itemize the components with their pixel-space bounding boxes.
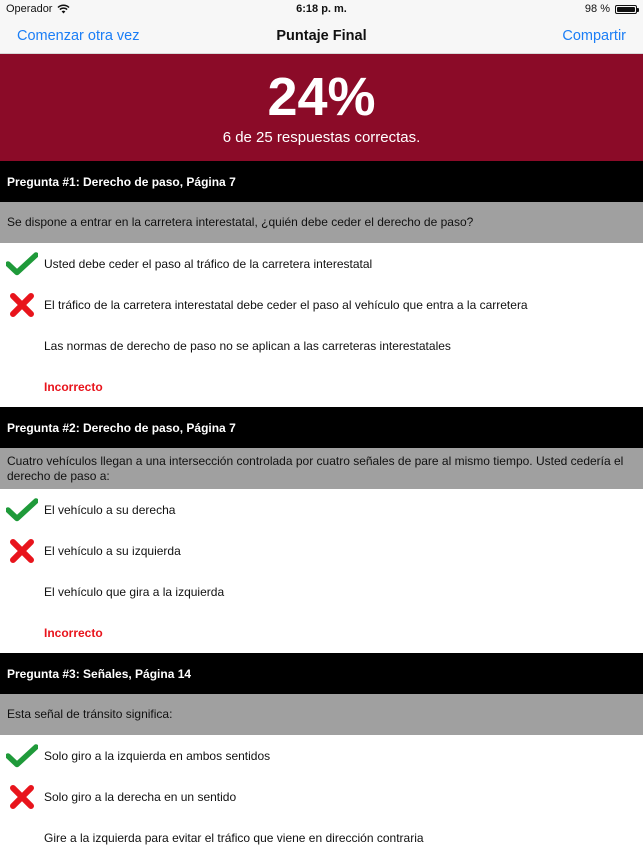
status-bar [0,0,643,18]
answer-row [0,776,643,817]
start-over-button[interactable]: Comenzar otra vez [17,27,140,44]
answer-label: Gire a la izquierda para evitar el tráfico que viene en dirección contraria [44,830,424,845]
answer-label: Solo giro a la izquierda en ambos sentidos [44,748,271,763]
answer-label: El vehículo a su derecha [44,502,176,517]
answer-mark-empty [0,571,44,612]
question-text: Esta señal de tránsito significa: [0,694,643,735]
question-block [0,407,643,653]
check-icon [0,243,44,284]
question-header: Pregunta #3: Señales, Página 14 [0,653,643,694]
question-block [0,161,643,407]
share-button[interactable]: Compartir [562,27,626,44]
score-banner [0,54,643,161]
status-time: 6:18 p. m. [296,3,347,15]
answer-row [0,530,643,571]
result-label: Incorrecto [44,379,103,394]
question-text: Cuatro vehículos llegan a una intersección controlada por cuatro señales de pare al mismo tiempo. Usted cedería el derecho de paso a: [0,448,643,489]
battery-percent: 98 % [584,3,610,15]
answer-mark-empty [0,612,44,653]
result-row [0,366,643,407]
answer-mark-empty [0,366,44,407]
cross-icon [0,284,44,325]
battery-fill [617,7,635,12]
answer-label: Las normas de derecho de paso no se aplican a las carreteras interestatales [44,338,451,353]
check-icon [0,735,44,776]
answer-row [0,735,643,776]
page-title: Puntaje Final [276,27,367,44]
answer-row [0,489,643,530]
result-label: Incorrecto [44,625,103,640]
answer-row [0,325,643,366]
carrier-label: Operador [6,3,53,15]
cross-icon [0,776,44,817]
answer-label: Solo giro a la derecha en un sentido [44,789,237,804]
answer-mark-empty [0,817,44,858]
question-text: Se dispone a entrar en la carretera interestatal, ¿quién debe ceder el derecho de paso? [0,202,643,243]
question-header: Pregunta #2: Derecho de paso, Página 7 [0,407,643,448]
answer-label: Usted debe ceder el paso al tráfico de la carretera interestatal [44,256,373,271]
answer-row [0,284,643,325]
question-block [0,653,643,858]
answer-label: El vehículo a su izquierda [44,543,181,558]
cross-icon [0,530,44,571]
answer-row [0,817,643,858]
wifi-icon [57,4,70,14]
answer-row [0,243,643,284]
result-row [0,612,643,653]
battery-icon [615,5,637,14]
check-icon [0,489,44,530]
answer-mark-empty [0,325,44,366]
score-summary: 6 de 25 respuestas correctas. [222,129,421,146]
navigation-bar [0,18,643,54]
question-header: Pregunta #1: Derecho de paso, Página 7 [0,161,643,202]
score-percent: 24% [267,67,376,127]
answer-row [0,571,643,612]
results-list[interactable] [0,161,643,858]
answer-label: El tráfico de la carretera interestatal debe ceder el paso al vehículo que entra a la carretera [44,297,528,312]
answer-label: El vehículo que gira a la izquierda [44,584,225,599]
